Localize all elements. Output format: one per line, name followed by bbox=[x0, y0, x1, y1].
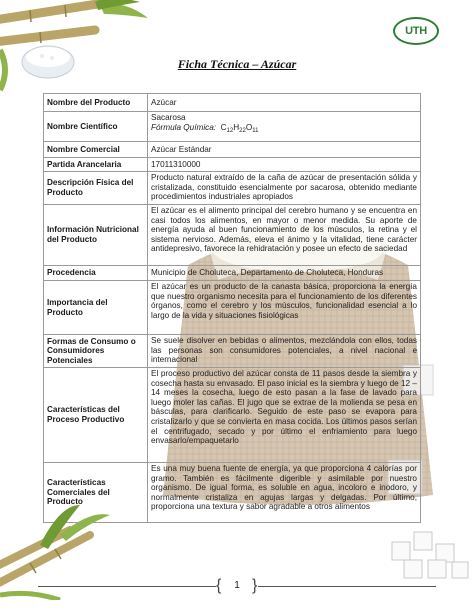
table-row bbox=[44, 266, 421, 281]
row-value bbox=[148, 112, 421, 142]
footer-line-right bbox=[258, 586, 436, 587]
formula-c: C bbox=[220, 122, 227, 132]
formula-o: O bbox=[245, 122, 253, 132]
right-bracket-icon: } bbox=[252, 577, 258, 594]
row-label: Nombre del Producto bbox=[44, 94, 148, 112]
chemical-formula bbox=[151, 123, 417, 137]
row-label: Partida Arancelaria bbox=[44, 158, 148, 172]
row-label: Características del Proceso Productivo bbox=[44, 368, 148, 463]
row-label: Formas de Consumo o Consumidores Potenciales bbox=[44, 335, 148, 368]
uth-logo: UTH bbox=[393, 17, 439, 45]
row-value: El azúcar es el alimento principal del cerebro humano y se encuentra en casi todos los alimentos, en mayor o menor medida. Su aporte de energía ayuda al buen funcionamiento de los músculos, la retina y el sistema nervioso. Además, eleva el ánimo y la vitalidad, tiene carácter antidepresivo, favorece la rehidratación y posee un efecto de saciedad bbox=[148, 205, 421, 266]
page-title: Ficha Técnica – Azúcar bbox=[177, 57, 297, 71]
row-label: Nombre Científico bbox=[44, 112, 148, 142]
table-row bbox=[44, 335, 421, 368]
table-row bbox=[44, 94, 421, 112]
row-value: Se suele disolver en bebidas o alimentos, mezclándola con ellos, todas las personas son consumidores potenciales, a nivel nacional e internacional bbox=[148, 335, 421, 368]
formula-h: H bbox=[233, 122, 240, 132]
row-label: Nombre Comercial bbox=[44, 142, 148, 158]
row-value: Producto natural extraído de la caña de azúcar de presentación sólida y cristalizada, constituido esencialmente por sacarosa, obtenido mediante procedimientos industriales apropiados bbox=[148, 172, 421, 205]
table-row bbox=[44, 205, 421, 266]
formula-label: Fórmula Química: bbox=[151, 122, 217, 132]
table-row bbox=[44, 368, 421, 463]
sugar-cubes-illustration bbox=[378, 522, 474, 582]
row-label: Información Nutricional del Producto bbox=[44, 205, 148, 266]
row-value: Municipio de Choluteca, Departamento de Choluteca, Honduras bbox=[148, 266, 421, 281]
formula-c-sub: 12 bbox=[226, 127, 234, 134]
spec-table bbox=[43, 93, 421, 523]
row-label: Características Comerciales del Producto bbox=[44, 463, 148, 523]
row-value: El azúcar es un producto de la canasta básica, proporciona la energía que nuestro organismo necesita para el funcionamiento de los diferentes órganos, como el cerebro y los músculos, funcionalidad esencial a lo largo de la vida y situaciones fisiológicas bbox=[148, 281, 421, 335]
scientific-name: Sacarosa bbox=[151, 113, 186, 122]
row-value: Azúcar Estándar bbox=[148, 142, 421, 158]
row-value: Es una muy buena fuente de energía, ya que proporciona 4 calorías por gramo. También es fácilmente digerible y asimilable por nuestro organismo. De igual forma, es soluble en agua, incoloro e inodoro, y normalmente cristaliza en agujas largas y delgadas. Por último, proporciona una textura y sabor agradable a otros alimentos bbox=[148, 463, 421, 523]
formula-h-sub: 22 bbox=[239, 127, 246, 134]
table-row bbox=[44, 172, 421, 205]
row-value: El proceso productivo del azúcar consta de 11 pasos desde la siembra y cosecha hasta su envasado. El paso inicial es la siembra y luego de 12 – 14 meses la cosecha, luego de esto pasan a la fase de lavado para luego moler las cañas. El jugo que se extrae de la molienda se pesa en básculas, para clarificarlo. Seguido de este paso se evapora para cristalizarlo y que se convierta en masa cocida. Los últimos pasos serían el centrifugado, secado y por último el enfriamiento para luego envasarlo/empaquetarlo bbox=[148, 368, 421, 463]
left-bracket-icon: { bbox=[216, 577, 222, 594]
row-value: 17011310000 bbox=[148, 158, 421, 172]
table-row bbox=[44, 281, 421, 335]
row-label: Procedencia bbox=[44, 266, 148, 281]
footer-line-left bbox=[38, 586, 216, 587]
sugar-cane-bowl-illustration bbox=[0, 0, 150, 95]
table-row bbox=[44, 158, 421, 172]
row-value: Azúcar bbox=[148, 94, 421, 112]
formula-o-sub: 11 bbox=[252, 127, 259, 134]
row-label: Importancia del Producto bbox=[44, 281, 148, 335]
table-row bbox=[44, 142, 421, 158]
row-label: Descripción Física del Producto bbox=[44, 172, 148, 205]
table-row bbox=[44, 112, 421, 142]
page-number: 1 bbox=[234, 580, 240, 591]
